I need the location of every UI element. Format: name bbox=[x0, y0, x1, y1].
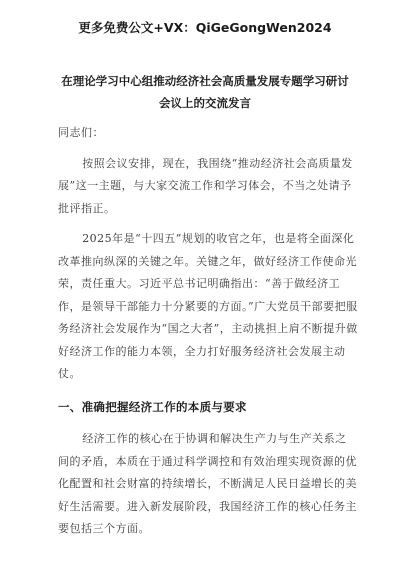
document-body bbox=[58, 122, 358, 541]
header-banner: 更多免费公文+VX：QiGeGongWen2024 bbox=[78, 20, 332, 35]
paragraph-3: 经济工作的核心在于协调和解决生产力与生产关系之间的矛盾，本质在于通过科学调控和有效治理实现资源的优化配置和社会财富的持续增长，不断满足人民日益增长的美好生活需要。进入新发展阶段，我国经济工作的核心任务主要包括三个方面。 bbox=[58, 432, 357, 535]
document-title bbox=[40, 70, 370, 114]
title-line-1: 在理论学习中心组推动经济社会高质量发展专题学习研讨 bbox=[61, 74, 349, 88]
section-heading-1: 一、准确把握经济工作的本质与要求 bbox=[58, 399, 247, 414]
paragraph-1: 按照会议安排，现在，我围绕“推动经济社会高质量发展”这一主题，与大家交流工作和学习体会，不当之处请予批评指正。 bbox=[58, 156, 353, 215]
salutation: 同志们： bbox=[58, 126, 104, 139]
paragraph-2: 2025年是“十四五”规划的收官之年，也是将全面深化改革推向纵深的关键之年。关键之年，做好经济工作使命光荣，责任重大。习近平总书记明确指出：“善于做经济工作，是领导干部能力十分紧要的方面。”广大党员干部要把服务经济社会发展作为“国之大者”，主动挑担上肩不断提升做好经济工作的能力本领，全力打好服务经济社会发展主动仗。 bbox=[58, 232, 358, 380]
title-line-2: 会议上的交流发言 bbox=[159, 96, 251, 110]
